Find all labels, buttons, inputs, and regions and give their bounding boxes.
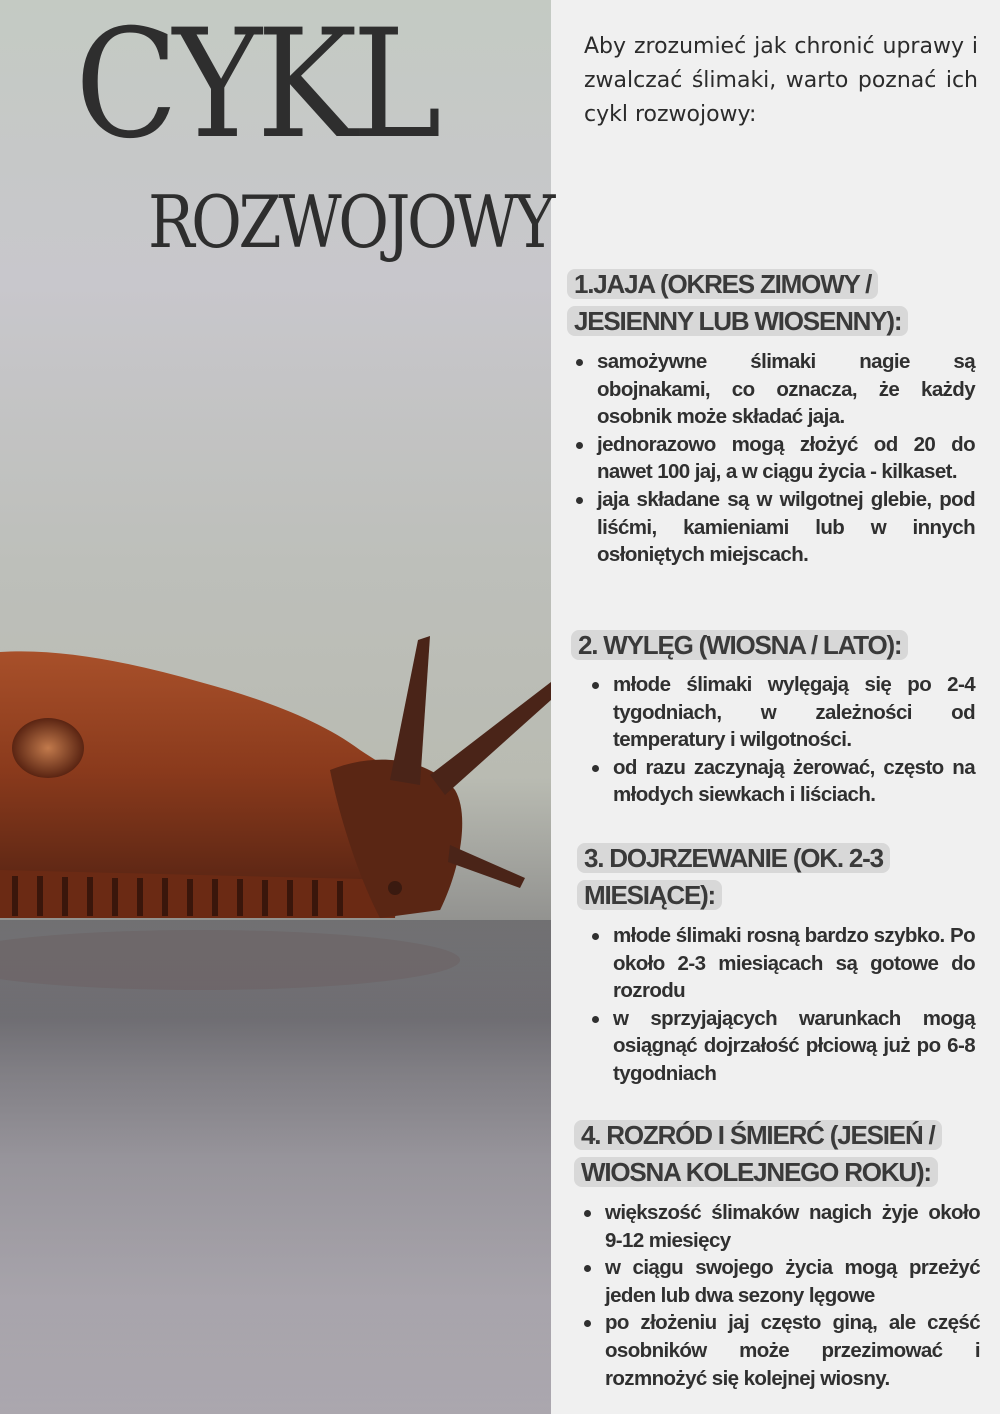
section-heading: 1.JAJA (OKRES ZIMOWY / JESIENNY LUB WIOSENNY): (567, 266, 987, 340)
list-item: samożywne ślimaki nagie są obojnakami, co oznacza, że każdy osobnik może składać jaja. (574, 348, 975, 431)
page-title: CYKL (75, 0, 437, 172)
list-item: w sprzyjających warunkach mogą osiągnąć dojrzałość płciową już po 6-8 tygodniach (590, 1005, 975, 1088)
list-item: po złożeniu jaj często giną, ale część osobników może przezimować i rozmnożyć się kolejnej wiosny. (582, 1309, 980, 1392)
bullet-list (574, 348, 975, 569)
list-item: większość ślimaków nagich żyje około 9-12 miesięcy (582, 1199, 980, 1254)
page-subtitle: ROZWOJOWY (148, 180, 552, 264)
list-item: w ciągu swojego życia mogą przeżyć jeden lub dwa sezony lęgowe (582, 1254, 980, 1309)
list-item: młode ślimaki wylęgają się po 2-4 tygodniach, w zależności od temperatury i wilgotności. (590, 671, 975, 754)
bullet-list (590, 671, 975, 809)
intro-text: Aby zrozumieć jak chronić uprawy i zwalczać ślimaki, warto poznać ich cykl rozwojowy: (584, 34, 978, 127)
section-heading: 2. WYLĘG (WIOSNA / LATO): (571, 627, 991, 664)
section-heading: 3. DOJRZEWANIE (OK. 2-3 MIESIĄCE): (577, 840, 957, 914)
section-heading: 4. ROZRÓD I ŚMIERĆ (JESIEŃ / WIOSNA KOLEJNEGO ROKU): (574, 1117, 994, 1191)
list-item: jaja składane są w wilgotnej glebie, pod liśćmi, kamieniami lub w innych osłoniętych miejscach. (574, 486, 975, 569)
list-item: jednorazowo mogą złożyć od 20 do nawet 100 jaj, a w ciągu życia - kilkaset. (574, 431, 975, 486)
bullet-list (582, 1199, 980, 1392)
slug-photo (0, 600, 551, 1414)
list-item: młode ślimaki rosną bardzo szybko. Po około 2-3 miesiącach są gotowe do rozrodu (590, 922, 975, 1005)
list-item: od razu zaczynają żerować, często na młodych siewkach i liściach. (590, 754, 975, 809)
bullet-list (590, 922, 975, 1088)
